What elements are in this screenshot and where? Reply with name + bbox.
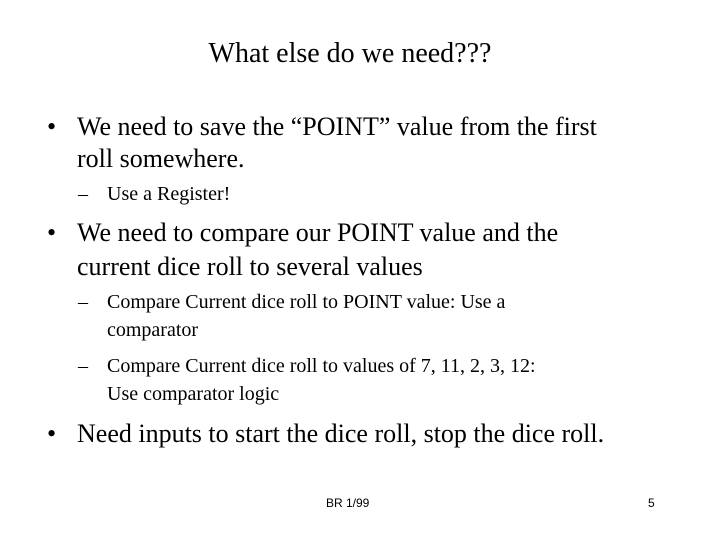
sub-bullet-text-line: Compare Current dice roll to values of 7, 11, 2, 3, 12: bbox=[107, 355, 536, 377]
bullet-marker: • bbox=[47, 218, 57, 247]
footer-date: BR 1/99 bbox=[326, 496, 370, 510]
sub-bullet-text-line: comparator bbox=[107, 319, 199, 341]
sub-bullet-text-line: Compare Current dice roll to POINT value: Use a bbox=[107, 291, 506, 313]
bullet-text-line: roll somewhere. bbox=[77, 144, 245, 173]
page-number: 5 bbox=[648, 496, 655, 510]
bullet-text-line: Need inputs to start the dice roll, stop the dice roll. bbox=[77, 419, 605, 448]
sub-bullet-text-line: Use a Register! bbox=[107, 183, 231, 205]
sub-bullet-text-line: Use comparator logic bbox=[107, 383, 280, 405]
bullet-text-line: current dice roll to several values bbox=[77, 252, 423, 281]
bullet-text-line: We need to compare our POINT value and the bbox=[77, 218, 559, 247]
bullet-marker: • bbox=[47, 112, 57, 141]
sub-bullet-marker: – bbox=[78, 355, 88, 377]
bullet-marker: • bbox=[47, 419, 57, 448]
slide-title: What else do we need??? bbox=[208, 38, 492, 69]
sub-bullet-marker: – bbox=[78, 291, 88, 313]
sub-bullet-marker: – bbox=[78, 183, 88, 205]
bullet-text-line: We need to save the “POINT” value from the first bbox=[77, 112, 597, 141]
